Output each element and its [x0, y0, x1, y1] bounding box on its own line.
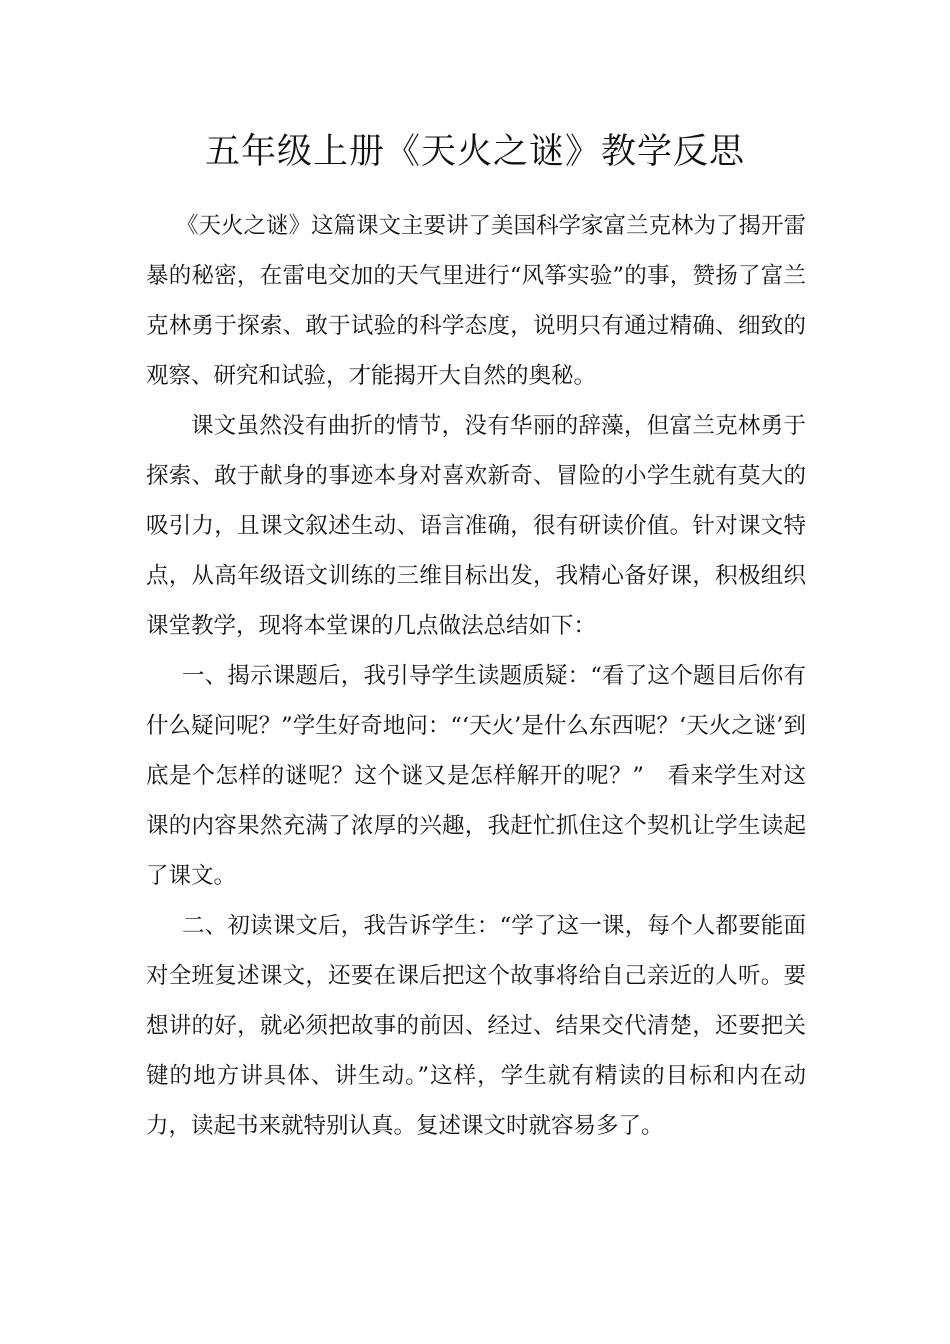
paragraph-intro: 《天火之谜》这篇课文主要讲了美国科学家富兰克林为了揭开雷暴的秘密，在雷电交加的天气里进行“风筝实验”的事，赞扬了富兰克林勇于探索、敢于试验的科学态度，说明只有通过精确、细致的观察、研究和试验，才能揭开大自然的奥秘。: [146, 213, 807, 389]
paragraph-point-two: 二、初读课文后，我告诉学生：“学了这一课，每个人都要能面对全班复述课文，还要在课后把这个故事将给自己亲近的人听。要想讲的好，就必须把故事的前因、经过、结果交代清楚，还要把关键的地方讲具体、讲生动。”这样，学生就有精读的目标和内在动力，读起书来就特别认真。复述课文时就容易多了。: [146, 913, 806, 1139]
paragraph-point-one: 一、揭示课题后，我引导学生读题质疑：“看了这个题目后你有什么疑问呢？”学生好奇地问：“‘天火’是什么东西呢？‘天火之谜’到底是个怎样的谜呢？这个谜又是怎样解开的呢？” 看来学生对这课的内容果然充满了浓厚的兴趣，我赶忙抓住这个契机让学生读起了课文。: [146, 663, 806, 889]
document-title: 五年级上册《天火之谜》教学反思: [204, 132, 745, 172]
document-body: [146, 201, 806, 1151]
paragraph-analysis: 课文虽然没有曲折的情节，没有华丽的辞藻，但富兰克林勇于探索、敢于献身的事迹本身对喜欢新奇、冒险的小学生就有莫大的吸引力，且课文叙述生动、语言准确，很有研读价值。针对课文特点，从高年级语文训练的三维目标出发，我精心备好课，积极组织课堂教学，现将本堂课的几点做法总结如下：: [146, 413, 806, 639]
